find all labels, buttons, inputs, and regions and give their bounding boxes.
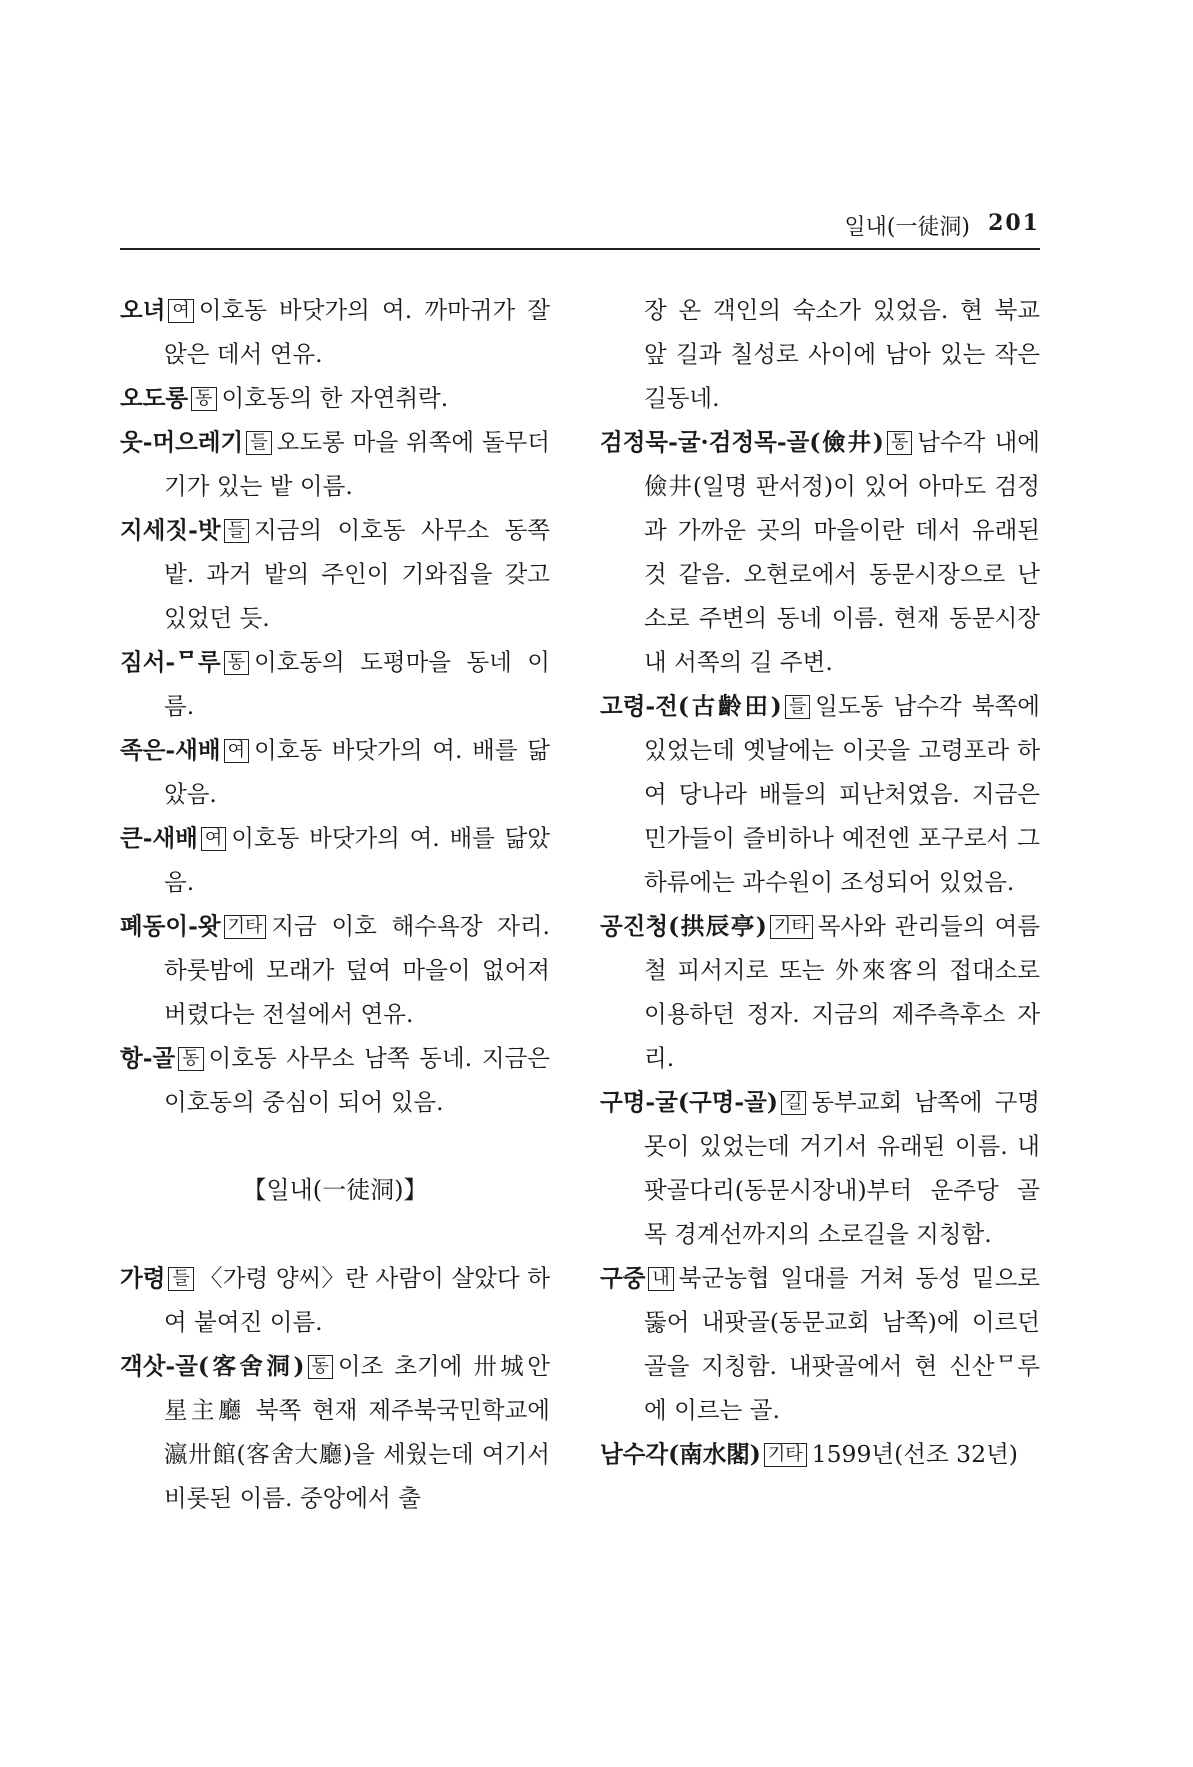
entry-definition: 이호동 바닷가의 여. 까마귀가 잘 앉은 데서 연유. bbox=[164, 296, 550, 368]
entry-term: 족은-새배 bbox=[120, 736, 221, 764]
dictionary-entry bbox=[600, 904, 1040, 1080]
right-entry-list bbox=[600, 420, 1040, 1476]
right-column bbox=[600, 288, 1040, 1476]
entry-definition: 동부교회 남쪽에 구명못이 있었는데 거기서 유래된 이름. 내팟골다리(동문시장내)부터 운주당 골목 경계선까지의 소로길을 지칭함. bbox=[644, 1088, 1040, 1248]
entry-term: 오도롱 bbox=[120, 384, 189, 412]
entry-definition: 이호동의 한 자연취락. bbox=[221, 384, 449, 412]
entry-term: 공진청(拱辰亭) bbox=[600, 912, 767, 940]
category-tag: 동 bbox=[308, 1355, 333, 1379]
category-tag: 기타 bbox=[224, 915, 267, 939]
category-tag: 길 bbox=[781, 1091, 806, 1115]
left-entry-list-2 bbox=[120, 1256, 550, 1520]
category-tag: 동 bbox=[224, 651, 249, 675]
dictionary-entry bbox=[120, 1256, 550, 1344]
entry-term: 구중 bbox=[600, 1264, 646, 1292]
entry-term: 검정묵-굴·검정목-골(儉井) bbox=[600, 428, 884, 456]
dictionary-entry bbox=[120, 640, 550, 728]
category-tag: 들 bbox=[785, 695, 810, 719]
dictionary-entry bbox=[600, 1080, 1040, 1256]
left-column bbox=[120, 288, 550, 1520]
entry-term: 큰-새배 bbox=[120, 824, 198, 852]
dictionary-entry bbox=[120, 376, 550, 420]
category-tag: 동 bbox=[191, 387, 216, 411]
category-tag: 여 bbox=[201, 827, 226, 851]
page-number: 201 bbox=[988, 210, 1040, 236]
dictionary-entry bbox=[120, 1036, 550, 1124]
dictionary-entry bbox=[120, 288, 550, 376]
entry-definition: 1599년(선조 32년) bbox=[811, 1440, 1018, 1468]
entry-term: 객삿-골(客舍洞) bbox=[120, 1352, 305, 1380]
dictionary-entry bbox=[600, 1256, 1040, 1432]
dictionary-entry bbox=[120, 728, 550, 816]
entry-definition: 남수각 내에 儉井(일명 판서정)이 있어 아마도 검정과 가까운 곳의 마을이란 데서 유래된 것 같음. 오현로에서 동문시장으로 난 소로 주변의 동네 이름. 현재 동문시장 내 서쪽의 길 주변. bbox=[644, 428, 1040, 676]
entry-term: 지세짓-밧 bbox=[120, 516, 221, 544]
entry-definition: 이조 초기에 卅城안 星主廳 북쪽 현재 제주북국민학교에 瀛卅館(客舍大廳)을 세웠는데 여기서 비롯된 이름. 중앙에서 출 bbox=[164, 1352, 550, 1512]
page-header bbox=[120, 210, 1040, 242]
header-rule bbox=[120, 248, 1040, 250]
entry-definition: 이호동 사무소 남쪽 동네. 지금은 이호동의 중심이 되어 있음. bbox=[164, 1044, 550, 1116]
entry-definition: 일도동 남수각 북쪽에 있었는데 옛날에는 이곳을 고령포라 하여 당나라 배들의 피난처였음. 지금은 민가들이 즐비하나 예전엔 포구로서 그 하류에는 과수원이 조성되어 있었음. bbox=[644, 692, 1040, 896]
entry-definition: 지금 이호 해수욕장 자리. 하룻밤에 모래가 덮여 마을이 없어져 버렸다는 전설에서 연유. bbox=[164, 912, 550, 1028]
category-tag: 들 bbox=[224, 519, 249, 543]
category-tag: 동 bbox=[178, 1047, 203, 1071]
category-tag: 기타 bbox=[764, 1443, 807, 1467]
section-title: 【일내(一徒洞)】 bbox=[242, 1176, 428, 1204]
entry-term: 웃-머으레기 bbox=[120, 428, 244, 456]
category-tag: 여 bbox=[168, 299, 193, 323]
entry-definition: 북군농협 일대를 거쳐 동성 밑으로 뚫어 내팟골(동문교회 남쪽)에 이르던 골을 지칭함. 내팟골에서 현 신산ᄆ루에 이르는 골. bbox=[644, 1264, 1040, 1424]
continued-text: 장 온 객인의 숙소가 있었음. 현 북교 앞 길과 칠성로 사이에 남아 있는 작은 길동네. bbox=[644, 296, 1040, 412]
dictionary-entry bbox=[120, 904, 550, 1036]
dictionary-entry bbox=[600, 684, 1040, 904]
dictionary-entry bbox=[120, 1344, 550, 1520]
category-tag: 들 bbox=[246, 431, 271, 455]
entry-term: 남수각(南水閣) bbox=[600, 1440, 761, 1468]
category-tag: 기타 bbox=[770, 915, 813, 939]
entry-definition: 오도롱 마을 위쪽에 돌무더기가 있는 밭 이름. bbox=[164, 428, 550, 500]
category-tag: 내 bbox=[648, 1267, 673, 1291]
dictionary-entry bbox=[120, 816, 550, 904]
entry-definition: 이호동 바닷가의 여. 배를 닮았음. bbox=[164, 736, 550, 808]
entry-term: 짐서-ᄆ루 bbox=[120, 648, 221, 676]
entry-definition: 지금의 이호동 사무소 동쪽 밭. 과거 밭의 주인이 기와집을 갖고 있었던 듯. bbox=[164, 516, 550, 632]
entry-definition: 이호동의 도평마을 동네 이름. bbox=[164, 648, 550, 720]
dictionary-entry bbox=[120, 508, 550, 640]
entry-term: 항-골 bbox=[120, 1044, 176, 1072]
entry-definition: 이호동 바닷가의 여. 배를 닮았음. bbox=[164, 824, 550, 896]
dictionary-entry bbox=[600, 1432, 1040, 1476]
left-entry-list bbox=[120, 288, 550, 1124]
entry-term: 가령 bbox=[120, 1264, 166, 1292]
dictionary-entry bbox=[600, 420, 1040, 684]
dictionary-entry bbox=[120, 420, 550, 508]
entry-term: 폐동이-왓 bbox=[120, 912, 221, 940]
category-tag: 동 bbox=[887, 431, 912, 455]
running-title: 일내(一徒洞) bbox=[844, 215, 970, 240]
entry-definition: 〈가령 양씨〉란 사람이 살았다 하여 붙여진 이름. bbox=[164, 1264, 550, 1336]
entry-definition: 목사와 관리들의 여름철 피서지로 또는 外來客의 접대소로 이용하던 정자. 지금의 제주측후소 자리. bbox=[644, 912, 1041, 1072]
entry-term: 고령-전(古齡田) bbox=[600, 692, 782, 720]
entry-term: 오녀 bbox=[120, 296, 166, 324]
entry-term: 구명-굴(구명-골) bbox=[600, 1088, 778, 1116]
category-tag: 들 bbox=[168, 1267, 193, 1291]
category-tag: 여 bbox=[224, 739, 249, 763]
